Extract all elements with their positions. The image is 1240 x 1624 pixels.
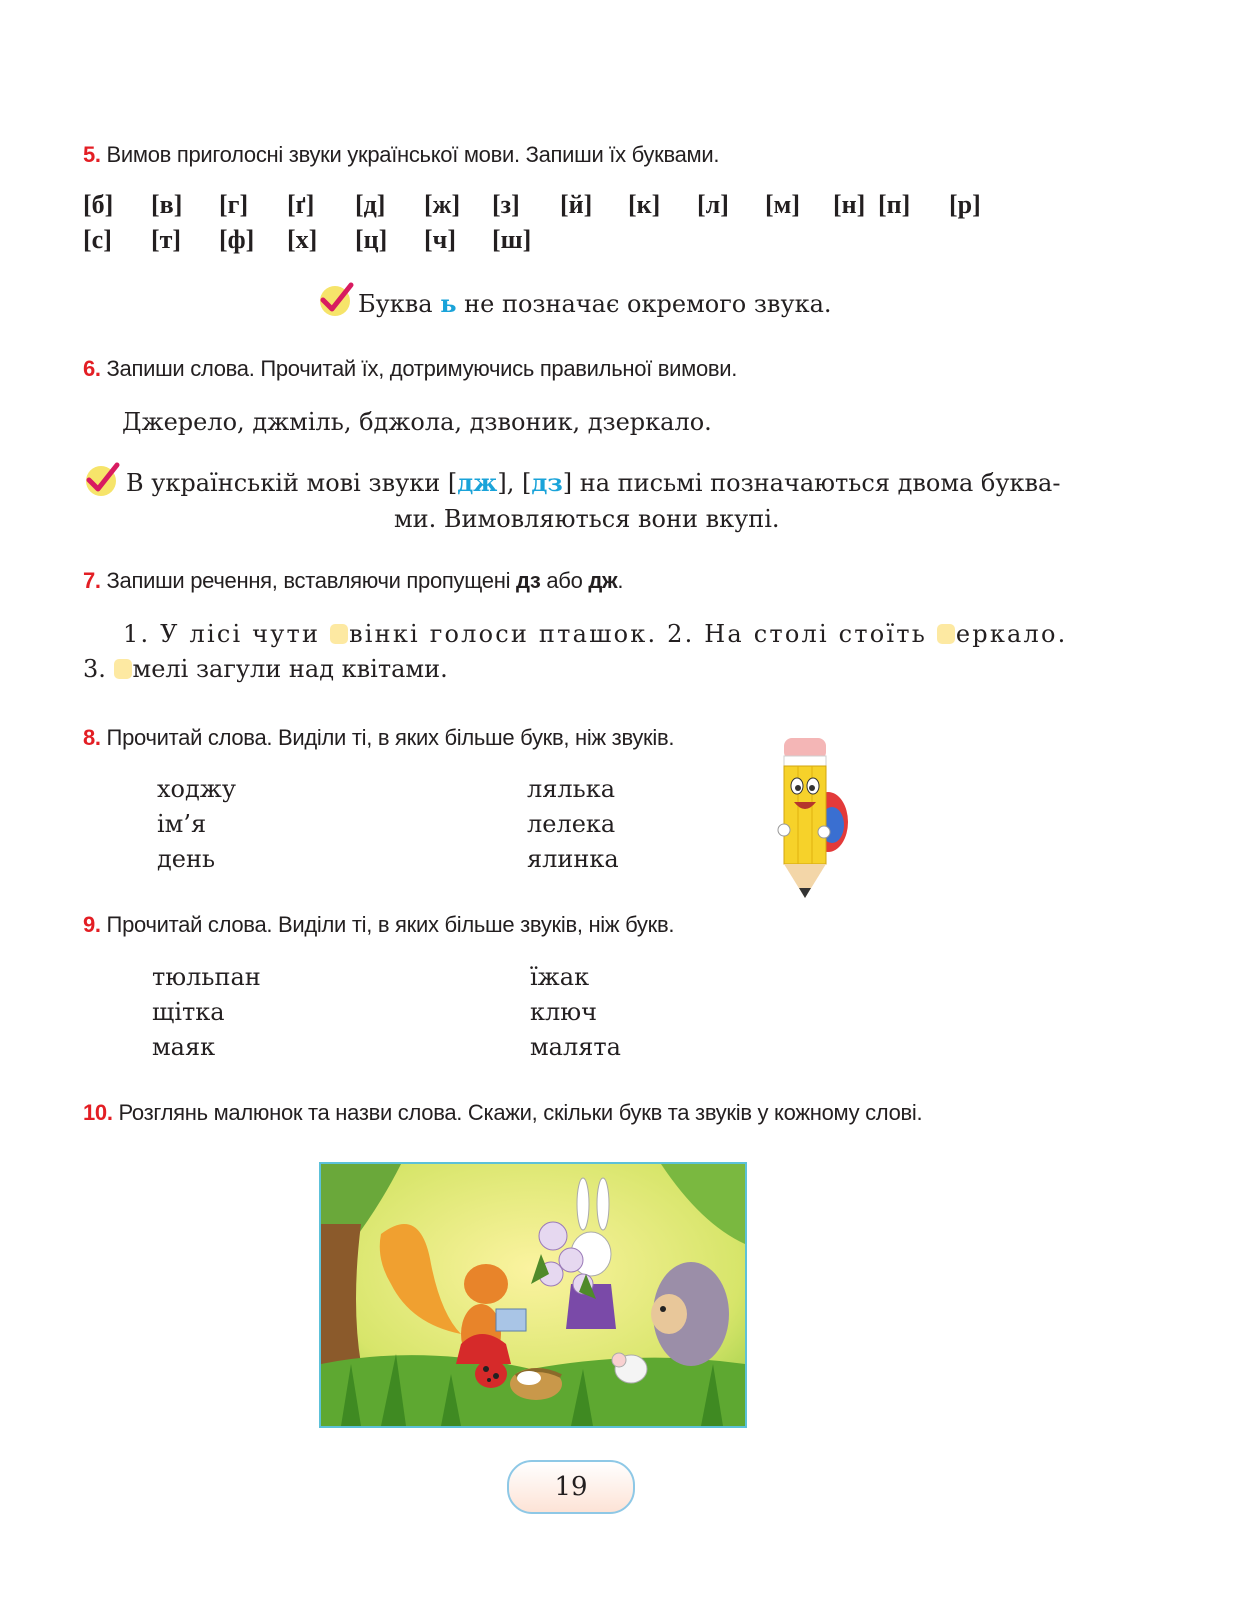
sound: [к]	[628, 190, 661, 219]
sound-grid	[83, 190, 1043, 260]
word-item: ялинка	[527, 845, 619, 873]
task-10-heading: 10. Розглянь малюнок та назви слова. Скажи, скільки букв та звуків у кожному слові.	[83, 1100, 923, 1125]
sound: [з]	[492, 190, 520, 219]
sound: [й]	[560, 190, 593, 219]
rule-affricates-line2: ми. Вимовляються вони вкупі.	[394, 505, 780, 533]
sound: [ф]	[219, 225, 255, 254]
blank-box[interactable]	[114, 659, 132, 679]
word-item: ходжу	[157, 775, 236, 803]
task-7-sentence-line2: 3. мелі загули над квітами.	[83, 655, 448, 683]
word-item: ім’я	[157, 810, 207, 838]
task-8-heading: 8. Прочитай слова. Виділи ті, в яких більше букв, ніж звуків.	[83, 725, 675, 750]
task-7-sentence-line1: 1. У лісі чути вінкі голоси пташок. 2. На столі стоїть еркало.	[123, 620, 1068, 648]
rule-soft-sign: Буква ь не позначає окремого звука.	[358, 289, 832, 318]
sound: [ч]	[424, 225, 456, 254]
sound: [ш]	[492, 225, 532, 254]
sound: [д]	[355, 190, 386, 219]
checkmark-icon	[320, 286, 350, 316]
pencil-mascot-icon	[770, 730, 852, 900]
sound: [ц]	[355, 225, 388, 254]
word-item: щітка	[152, 998, 225, 1026]
forest-animals-illustration	[319, 1162, 747, 1428]
sound: [г]	[219, 190, 249, 219]
blank-box[interactable]	[330, 624, 348, 644]
task-5-heading: 5. Вимов приголосні звуки української мови. Запиши їх буквами.	[83, 142, 720, 167]
word-item: лелека	[527, 810, 616, 838]
word-item: лялька	[527, 775, 616, 803]
word-item: день	[157, 845, 216, 873]
word-item: їжак	[530, 963, 590, 991]
checkmark-icon	[86, 466, 116, 496]
sound: [п]	[878, 190, 911, 219]
sound: [р]	[949, 190, 981, 219]
word-item: малята	[530, 1033, 621, 1061]
word-item: маяк	[152, 1033, 216, 1061]
task-6-heading: 6. Запиши слова. Прочитай їх, дотримуючись правильної вимови.	[83, 356, 738, 381]
sound: [б]	[83, 190, 114, 219]
word-item: тюльпан	[152, 963, 261, 991]
sound: [м]	[765, 190, 801, 219]
word-item: ключ	[530, 998, 598, 1026]
sound: [н]	[833, 190, 866, 219]
blank-box[interactable]	[937, 624, 955, 644]
sound: [ґ]	[287, 190, 315, 219]
sound: [х]	[287, 225, 318, 254]
sound: [ж]	[424, 190, 461, 219]
sound: [л]	[697, 190, 729, 219]
page-number: 19	[507, 1460, 635, 1514]
task-7-heading: 7. Запиши речення, вставляючи пропущені дз або дж.	[83, 568, 624, 593]
sound: [т]	[151, 225, 182, 254]
sound: [в]	[151, 190, 183, 219]
rule-affricates-line1: В українській мові звуки [дж], [дз] на письмі позначаються двома буква-	[126, 468, 1061, 497]
task-6-words: Джерело, джміль, бджола, дзвоник, дзеркало.	[122, 408, 712, 436]
task-9-heading: 9. Прочитай слова. Виділи ті, в яких більше звуків, ніж букв.	[83, 912, 675, 937]
sound: [с]	[83, 225, 112, 254]
